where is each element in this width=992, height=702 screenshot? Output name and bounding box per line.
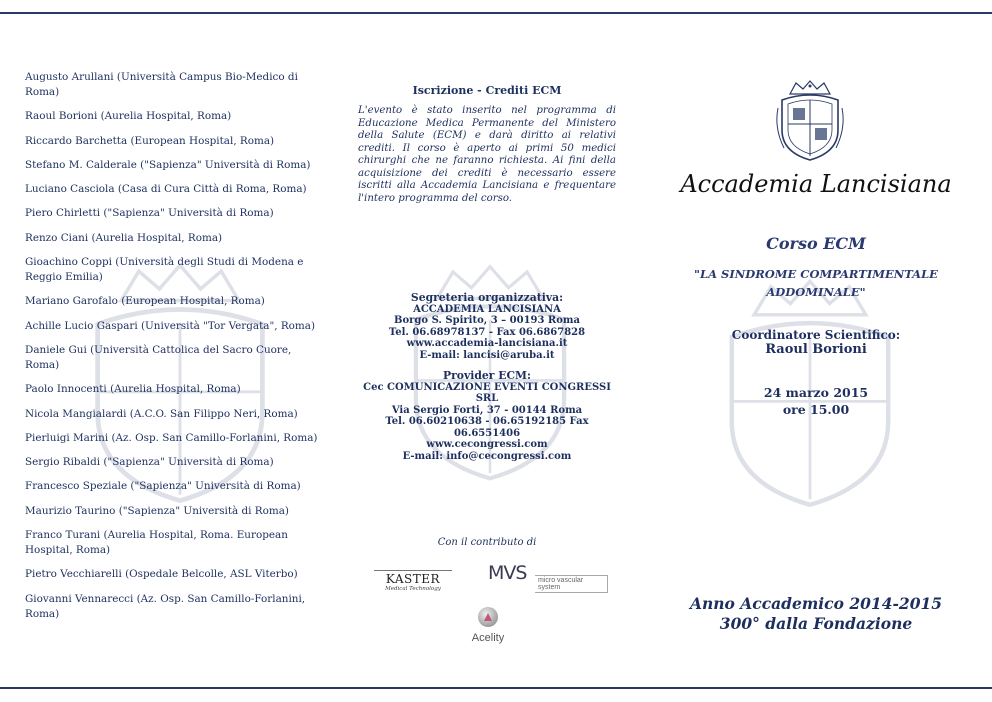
secretariat-name: ACCADEMIA LANCISIANA [413,303,561,315]
faculty-item: Maurizio Taurino ("Sapienza" Università di Roma) [25,504,289,517]
faculty-item: Achille Lucio Gaspari (Università "Tor Vergata", Roma) [25,319,316,332]
kaster-wordmark: KASTER [374,570,452,586]
mvs-tagline: micro vascular system [535,575,608,593]
coordinator-section [650,328,982,357]
academic-year-line1: Anno Accademico 2014-2015 [689,594,943,613]
faculty-item: Gioachino Coppi (Università degli Studi di Modena e Reggio Emilia) [25,256,304,284]
provider-title: Provider ECM: [442,369,531,382]
contact-section [352,292,622,462]
sponsor-label: Con il contributo di [437,537,537,548]
mvs-wordmark: MVS [488,562,527,584]
faculty-item: Sergio Ribaldi ("Sapienza" Università di Roma) [25,456,274,469]
event-date-time: ore 15.00 [782,402,850,417]
registration-text: L'evento è stato inserito nel programma di Educazione Medica Permanente del Ministero della Salute (ECM) e darà diritto ai relativi crediti. Il corso è aperto ai primi 50 medici chirurghi che ne faranno richiesta. Ai fini della acquisizione dei crediti è necessario essere iscritti alla Accademia Lancisiana e frequentare l'intero programma del corso. [358,105,616,204]
faculty-item: Augusto Arullani (Università Campus Bio-Medico di Roma) [25,71,298,98]
provider-website[interactable]: www.cecongressi.com [426,439,548,450]
provider-phone: Tel. 06.60210638 - 06.65192185 Fax 06.6551406 [385,416,589,439]
faculty-item: Pietro Vecchiarelli (Ospedale Belcolle, ASL Viterbo) [25,568,298,581]
provider-email[interactable]: E-mail: info@cecongressi.com [402,450,572,462]
course-title-line1: "LA SINDROME COMPARTIMENTALE [694,267,938,281]
faculty-item: Pierluigi Marini (Az. Osp. San Camillo-Forlanini, Roma) [25,431,318,444]
academic-year-line2: 300° dalla Fondazione [719,614,913,633]
faculty-item: Mariano Garofalo (European Hospital, Roma) [25,295,265,308]
faculty-item: Nicola Mangialardi (A.C.O. San Filippo Neri, Roma) [25,407,298,420]
acelity-wordmark: Acelity [471,632,505,644]
faculty-item: Piero Chirletti ("Sapienza" Università di Roma) [25,207,274,220]
academy-title: Accademia Lancisiana [680,170,952,198]
faculty-item: Riccardo Barchetta (European Hospital, Roma) [25,134,275,147]
event-date-day: 24 marzo 2015 [763,385,869,400]
bottom-border [0,687,992,689]
faculty-item: Daniele Gui (Università Cattolica del Sacro Cuore, Roma) [25,343,292,371]
coordinator-name: Raoul Borioni [765,342,867,357]
top-border [0,12,992,14]
faculty-item: Paolo Innocenti (Aurelia Hospital, Roma) [25,383,241,396]
course-label: Corso ECM [766,234,866,253]
secretariat-title: Segreteria organizzativa: [410,291,564,304]
course-title-line2: ADDOMINALE" [766,285,866,299]
faculty-item: Francesco Speziale ("Sapienza" Università di Roma) [25,480,301,493]
kaster-logo [374,570,452,592]
secretariat-website[interactable]: www.accademia-lancisiana.it [406,338,568,349]
faculty-item: Giovanni Vennarecci (Az. Osp. San Camillo-Forlanini, Roma) [25,592,306,620]
secretariat-phone: Tel. 06.68978137 - Fax 06.6867828 [388,326,586,338]
provider-address: Via Sergio Forti, 37 - 00144 Roma [391,404,583,416]
faculty-item: Raoul Borioni (Aurelia Hospital, Roma) [25,110,232,123]
secretariat-email[interactable]: E-mail: lancisi@aruba.it [419,349,555,361]
mvs-logo [488,562,608,592]
academy-crest-icon [776,78,844,162]
provider-name: Cec COMUNICAZIONE EVENTI CONGRESSI SRL [363,381,611,404]
registration-title: Iscrizione - Crediti ECM [412,84,562,97]
faculty-item: Stefano M. Calderale ("Sapienza" Università di Roma) [25,158,311,171]
event-date [650,384,982,418]
coordinator-label: Coordinatore Scientifico: [731,328,901,342]
faculty-item: Franco Turani (Aurelia Hospital, Roma. European Hospital, Roma) [25,529,288,557]
acelity-icon [477,606,499,628]
faculty-item: Renzo Ciani (Aurelia Hospital, Roma) [25,231,223,244]
faculty-list [25,70,325,631]
faculty-item: Luciano Casciola (Casa di Cura Città di Roma, Roma) [25,183,307,196]
course-title [650,265,982,301]
secretariat-address: Borgo S. Spirito, 3 – 00193 Roma [394,315,580,326]
acelity-logo [460,606,516,644]
registration-section [352,84,622,205]
kaster-tagline: Medical Technology [385,586,441,592]
academic-year [650,594,982,634]
